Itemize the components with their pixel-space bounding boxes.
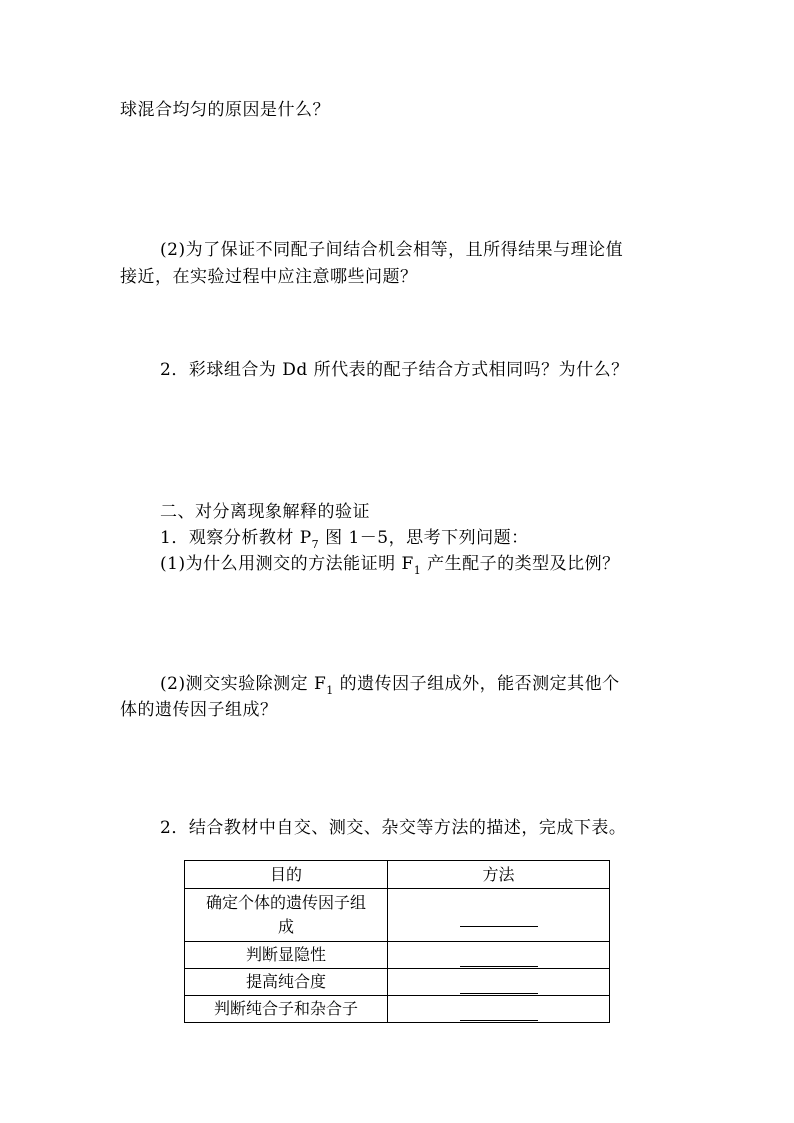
table-row — [185, 942, 610, 969]
answer-blank[interactable] — [460, 975, 538, 994]
table-row — [185, 969, 610, 996]
question-observe-text: 1．观察分析教材 P — [160, 528, 312, 548]
section-heading: 二、对分离现象解释的验证 — [160, 502, 370, 522]
goal-text-line-1: 确定个体的遗传因子组 — [205, 893, 366, 912]
question-testcross-1-text: (1)为什么用测交的方法能证明 F — [160, 554, 414, 574]
question-2-line-2: 接近，在实验过程中应注意哪些问题？ — [120, 267, 418, 287]
goal-cell: 提高纯合度 — [185, 969, 388, 996]
question-testcross-2-line-2: 体的遗传因子组成？ — [120, 700, 278, 720]
question-testcross-2-line-1 — [160, 672, 620, 698]
question-testcross-1-text-2: 产生配子的类型及比例？ — [421, 554, 620, 574]
header-goal: 目的 — [185, 861, 388, 889]
method-cell — [388, 996, 610, 1023]
question-ball-combination: 2．彩球组合为 Dd 所代表的配子结合方式相同吗？为什么？ — [160, 360, 629, 380]
answer-blank[interactable] — [460, 948, 538, 967]
table-row — [185, 996, 610, 1023]
header-method: 方法 — [388, 861, 610, 889]
table-row — [185, 889, 610, 942]
answer-blank[interactable] — [460, 908, 538, 927]
paragraph-continuation: 球混合均匀的原因是什么？ — [120, 100, 330, 120]
methods-table — [184, 860, 610, 1023]
method-cell — [388, 889, 610, 942]
subscript-1: 1 — [413, 564, 422, 577]
subscript-1: 1 — [326, 684, 334, 697]
method-cell — [388, 942, 610, 969]
goal-cell — [185, 889, 388, 942]
question-observe — [160, 526, 529, 552]
question-observe-text-2: 图 1－5，思考下列问题： — [319, 528, 529, 548]
table-header-row — [185, 861, 610, 889]
question-2-line-1: (2)为了保证不同配子间结合机会相等，且所得结果与理论值 — [160, 240, 624, 260]
answer-blank[interactable] — [460, 1002, 538, 1021]
method-cell — [388, 969, 610, 996]
goal-cell: 判断纯合子和杂合子 — [185, 996, 388, 1023]
question-testcross-2-text-2: 的遗传因子组成外，能否测定其他个 — [333, 674, 620, 694]
subscript-7: 7 — [311, 538, 320, 551]
goal-cell: 判断显隐性 — [185, 942, 388, 969]
question-testcross-2-text: (2)测交实验除测定 F — [160, 674, 327, 694]
goal-text-line-2: 成 — [277, 917, 294, 936]
question-testcross-1 — [160, 552, 620, 578]
question-complete-table: 2．结合教材中自交、测交、杂交等方法的描述，完成下表。 — [160, 818, 627, 838]
